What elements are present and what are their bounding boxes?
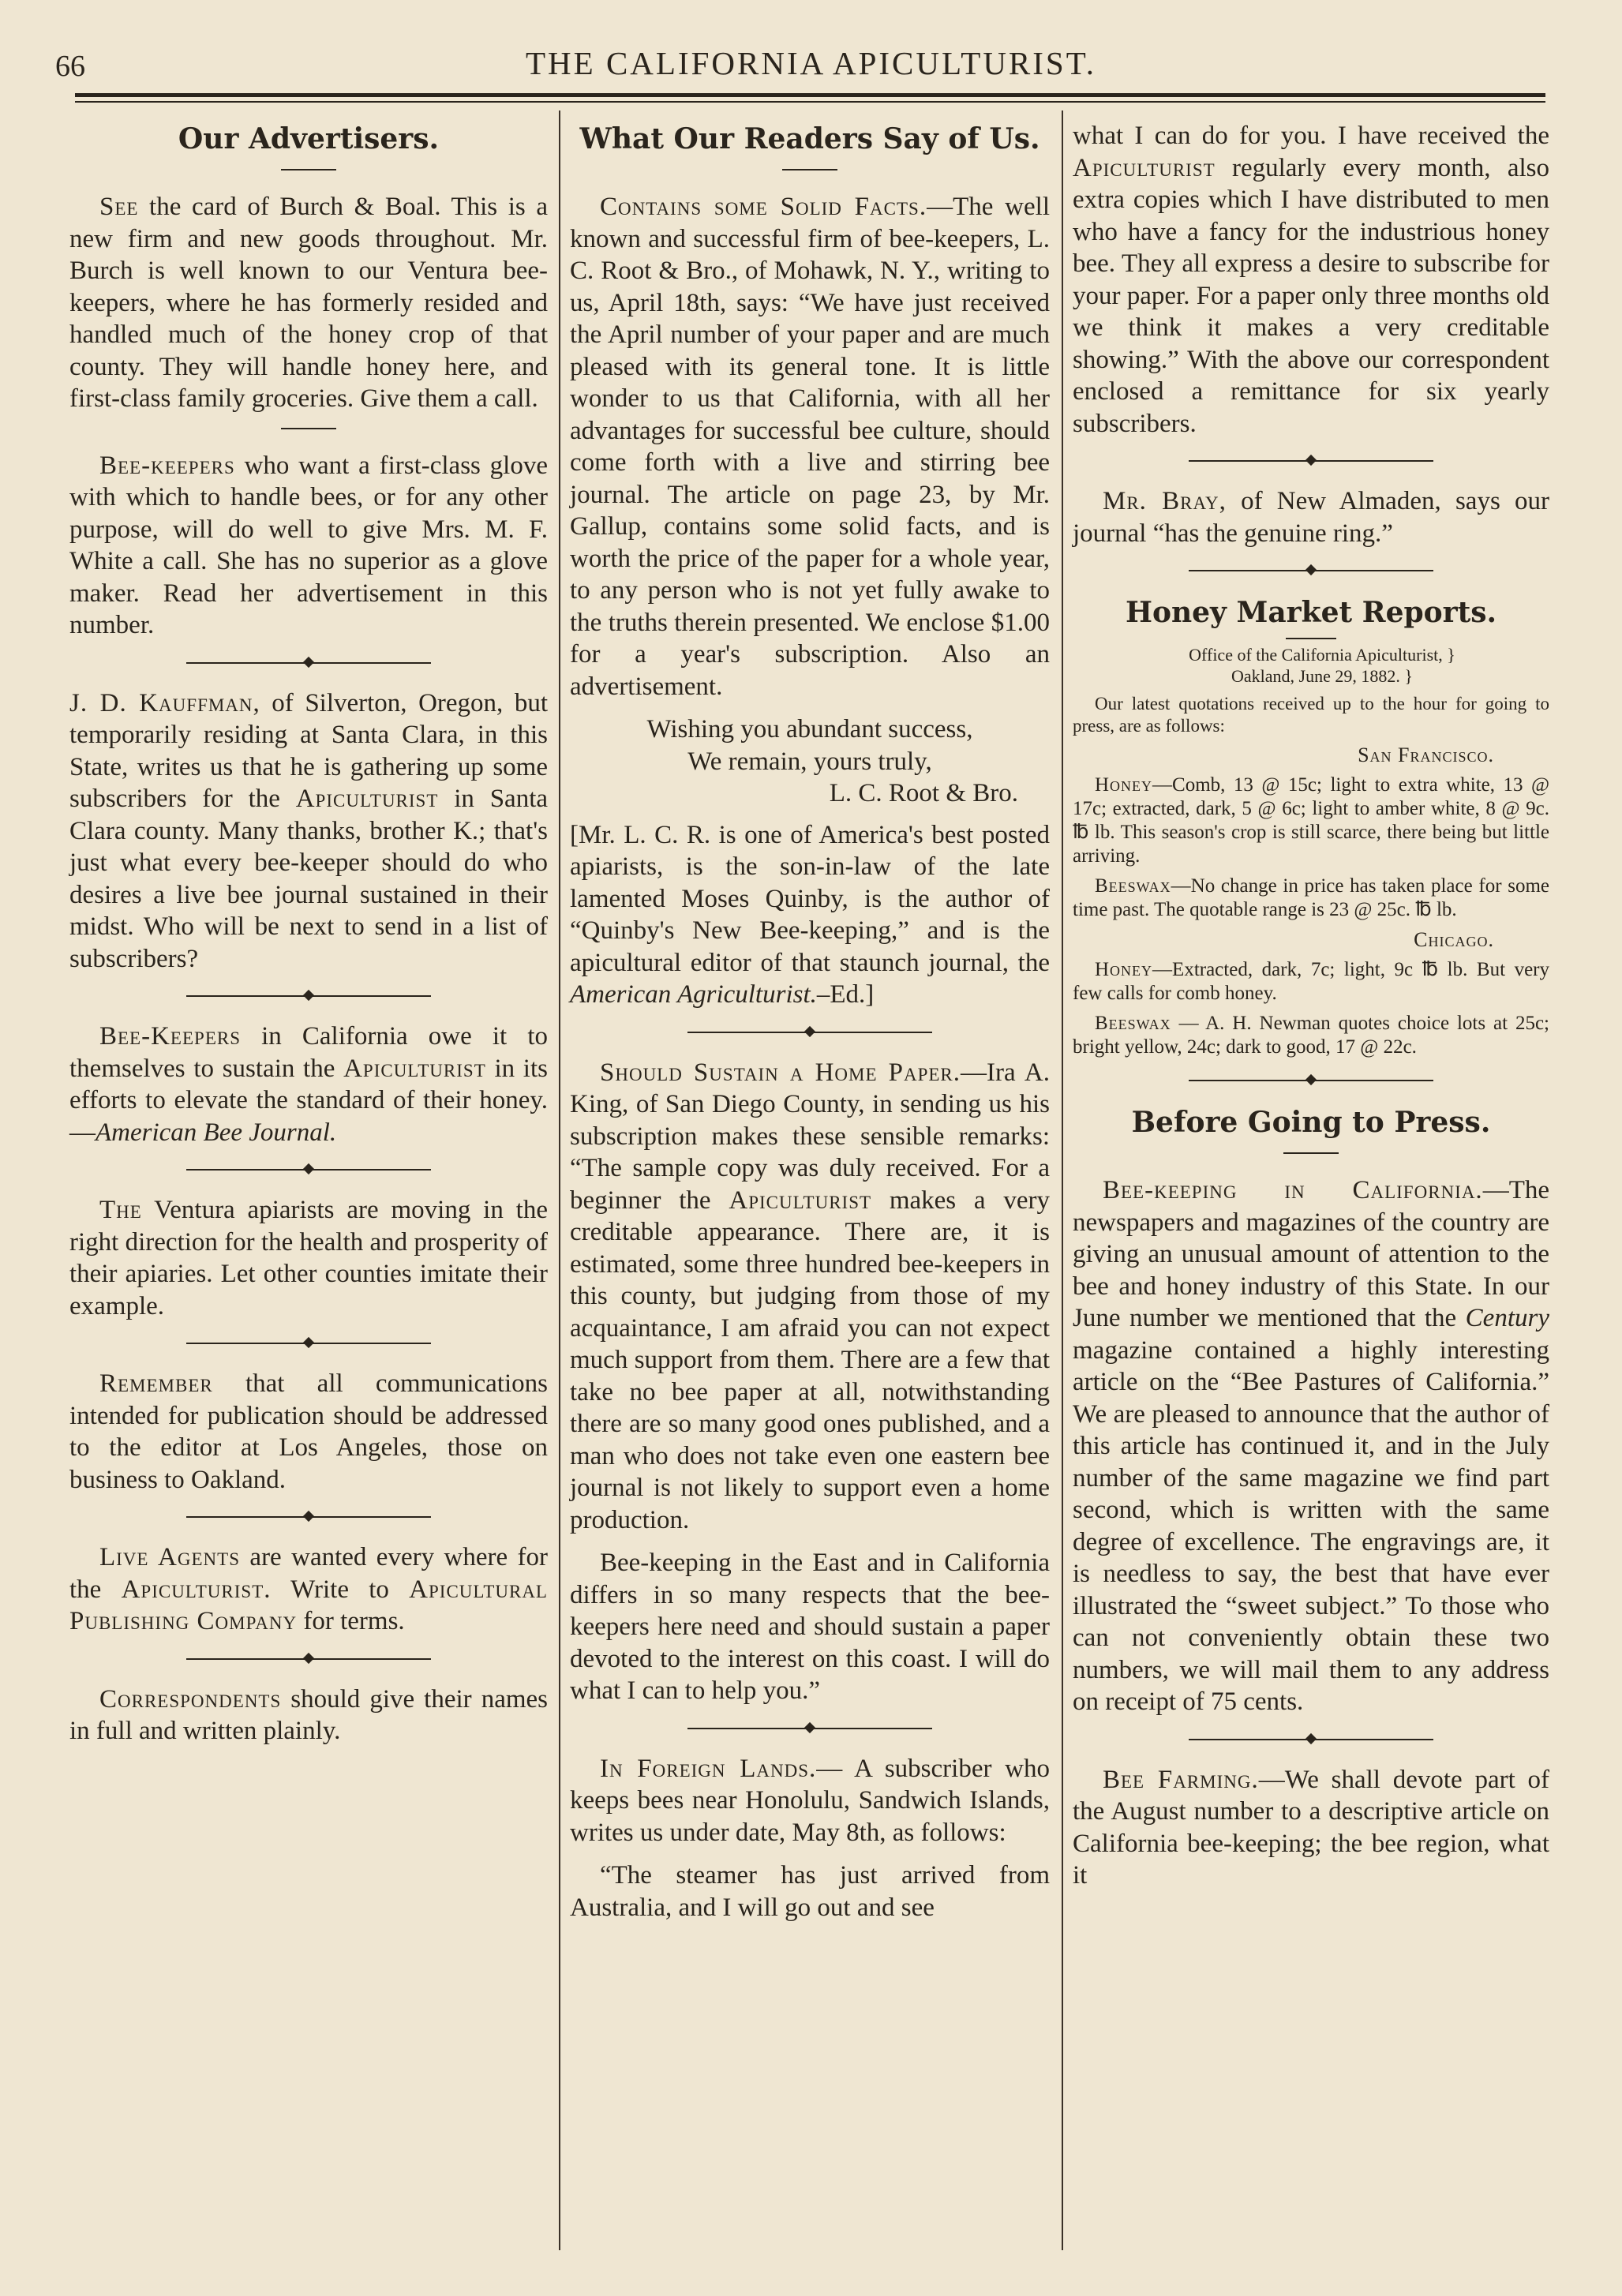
city-heading-chicago: Chicago. xyxy=(1414,928,1494,951)
paragraph: The Ventura apiarists are moving in the right direction for the health and prosperity of their apiaries. Let other counties imitate their example. xyxy=(69,1196,548,1320)
ornamental-rule xyxy=(1189,1080,1433,1081)
ornamental-rule xyxy=(186,662,431,664)
paragraph: Bee-keepers who want a first-class glove with which to handle bees, or for any other purpose, will do well to give Mrs. M. F. White a call. She has no superior as a glove maker. Read her advertisement in this number. xyxy=(69,451,548,639)
page-header xyxy=(55,41,1567,87)
market-entry: Honey—Extracted, dark, 7c; light, 9c ℔ lb. But very few calls for comb honey. xyxy=(1073,959,1549,1004)
column-2 xyxy=(570,117,1050,1935)
ornamental-rule xyxy=(186,1343,431,1344)
paragraph: See the card of Burch & Boal. This is a new firm and new goods throughout. Mr. Burch is well known to our Ventura bee-keepers, where he has formerly resided and handled much of the honey crop of that county. They will handle honey here, and first-class family groceries. Give them a call. xyxy=(69,193,548,413)
column-divider xyxy=(1062,110,1063,2250)
ornamental-rule xyxy=(186,995,431,997)
market-reports xyxy=(1073,644,1549,1059)
ornamental-rule xyxy=(1189,1739,1433,1740)
paragraph: Bee Farming.—We shall devote part of the August number to a descriptive article on California bee-keeping; the bee region, what it xyxy=(1073,1765,1549,1890)
market-entry: Beeswax—No change in price has taken place for some time past. The quotable range is 23 @ 25c. ℔ lb. xyxy=(1073,875,1549,920)
section-heading-honey-market: Honey Market Reports. xyxy=(1125,596,1497,629)
market-entry: Honey—Comb, 13 @ 15c; light to extra white, 13 @ 17c; extracted, dark, 5 @ 6c; light to amber white, 8 @ 9c. ℔ lb. This season's crop is still scarce, there being but little arriving. xyxy=(1073,774,1549,867)
paragraph: Bee-keeping in California.—The newspapers and magazines of the country are giving an unusual amount of attention to the bee and honey industry of this State. In our June number we mentioned that the Century magazine contained a highly interesting article on the “Bee Pastures of California.” We are pleased to announce that the author of this article has continued it, and in the July number of the same magazine we find part second, which is written with the same degree of excellence. The engravings are, it is needless to say, the best that have ever illustrated the “sweet subject.” To those who can not conveniently obtain these two numbers, we will mail them to any address on receipt of 75 cents. xyxy=(1073,1176,1549,1716)
ornamental-rule xyxy=(687,1032,932,1033)
paragraph: Correspondents should give their names in full and written plainly. xyxy=(69,1684,548,1745)
letter-signature: L. C. Root & Bro. xyxy=(829,779,1018,807)
header-rule-thin xyxy=(75,101,1545,103)
market-entry: Beeswax — A. H. Newman quotes choice lots at 25c; bright yellow, 24c; dark to good, 17 @ 22c. xyxy=(1073,1013,1549,1058)
page-number: 66 xyxy=(55,50,85,83)
paragraph: In Foreign Lands.— A subscriber who keeps bees near Honolulu, Sandwich Islands, writes us under date, May 8th, as follows: xyxy=(570,1754,1050,1847)
short-rule xyxy=(1283,1152,1339,1154)
section-heading-our-advertisers: Our Advertisers. xyxy=(178,122,440,155)
ornamental-rule xyxy=(1189,460,1433,462)
ornamental-rule xyxy=(186,1169,431,1170)
ornamental-rule xyxy=(186,1516,431,1518)
paragraph: Live Agents are wanted every where for the Apiculturist. Write to Apicultural Publishing Company for terms. xyxy=(69,1543,548,1635)
column-1 xyxy=(69,117,548,1759)
column-divider xyxy=(559,110,560,2250)
paragraph: J. D. Kauffman, of Silverton, Oregon, but temporarily residing at Santa Clara, in this State, writes us that he is gathering up some subscribers for the Apiculturist in Santa Clara county. Many thanks, brother K.; that's just what every bee-keeper should do who desires a live bee journal sustained in their midst. Who will be next to send in a list of subscribers? xyxy=(69,688,549,973)
short-rule xyxy=(281,169,336,170)
paragraph: Bee-keeping in the East and in California differs in so many respects that the bee-keepers here need and should sustain a paper devoted to the interest on this coast. I will do what I can to help you.” xyxy=(570,1549,1050,1705)
letter-closing: Wishing you abundant success, xyxy=(646,715,973,743)
short-rule xyxy=(1286,638,1336,639)
ornamental-rule xyxy=(687,1728,932,1729)
section-heading-readers-say: What Our Readers Say of Us. xyxy=(579,122,1040,155)
office-line: Office of the California Apiculturist, } xyxy=(1189,645,1455,665)
short-rule xyxy=(782,169,837,170)
paragraph: Contains some Solid Facts.—The well known and successful firm of bee-keepers, L. C. Root & Bro., of Mohawk, N. Y., writing to us, April 18th, says: “We have just received the April number of your paper and are much pleased with its general tone. It is little wonder to us that California, with all her advantages for successful bee culture, should come forth with a live and stirring bee journal. The article on page 23, by Mr. Gallup, contains some solid facts, and is worth the price of the paper for a whole year, to any person who is not yet fully awake to the truths therein presented. We enclose $1.00 for a year's subscription. Also an advertisement. xyxy=(570,193,1050,701)
paragraph: Mr. Bray, of New Almaden, says our journal “has the genuine ring.” xyxy=(1073,487,1549,548)
city-heading-san-francisco: San Francisco. xyxy=(1358,743,1494,766)
letter-closing: We remain, yours truly, xyxy=(687,747,932,776)
ornamental-rule xyxy=(1189,570,1433,571)
editor-note: [Mr. L. C. R. is one of America's best posted apiarists, is the son-in-law of the late lamented Moses Quinby, is the author of “Quinby's New Bee-keeping,” and is the apicultural editor of that staunch journal, the American Agriculturist.–Ed.] xyxy=(570,820,1050,1009)
column-3 xyxy=(1073,117,1549,1903)
ornamental-rule xyxy=(186,1658,431,1660)
header-rule xyxy=(75,93,1545,97)
paragraph: Should Sustain a Home Paper.—Ira A. King, of San Diego County, in sending us his subscription makes these sensible remarks: “The sample copy was duly received. For a beginner the Apiculturist makes a very creditable appearance. There are, it is estimated, some three hundred bee-keepers in this county, but judging from those of my acquaintance, I am afraid you can not expect much support from them. There are a few that take no bee paper at all, notwithstanding there are so many good ones published, and a man who does not take even one eastern bee journal is not likely to support even a home production. xyxy=(570,1058,1050,1534)
paragraph: what I can do for you. I have received the Apiculturist regularly every month, also extra copies which I have distributed to men who have a fancy for the industrious honey bee. They all express a desire to subscribe for your paper. For a paper only three months old we think it makes a very creditable showing.” With the above our correspondent enclosed a remittance for six yearly subscribers. xyxy=(1073,122,1549,438)
page-title: THE CALIFORNIA APICULTURIST. xyxy=(526,45,1096,81)
paragraph: Remember that all communications intended for publication should be addressed to the editor at Los Angeles, those on business to Oakland. xyxy=(69,1369,548,1494)
office-date: Oakland, June 29, 1882. } xyxy=(1231,666,1413,686)
quotation-intro: Our latest quotations received up to the hour for going to press, are as follows: xyxy=(1073,694,1549,736)
paragraph: “The steamer has just arrived from Australia, and I will go out and see xyxy=(570,1861,1050,1922)
section-heading-before-press: Before Going to Press. xyxy=(1131,1106,1491,1139)
short-rule xyxy=(281,428,336,429)
paragraph: Bee-Keepers in California owe it to themselves to sustain the Apiculturist in its efforts to elevate the standard of their honey.—American Bee Journal. xyxy=(69,1022,548,1147)
